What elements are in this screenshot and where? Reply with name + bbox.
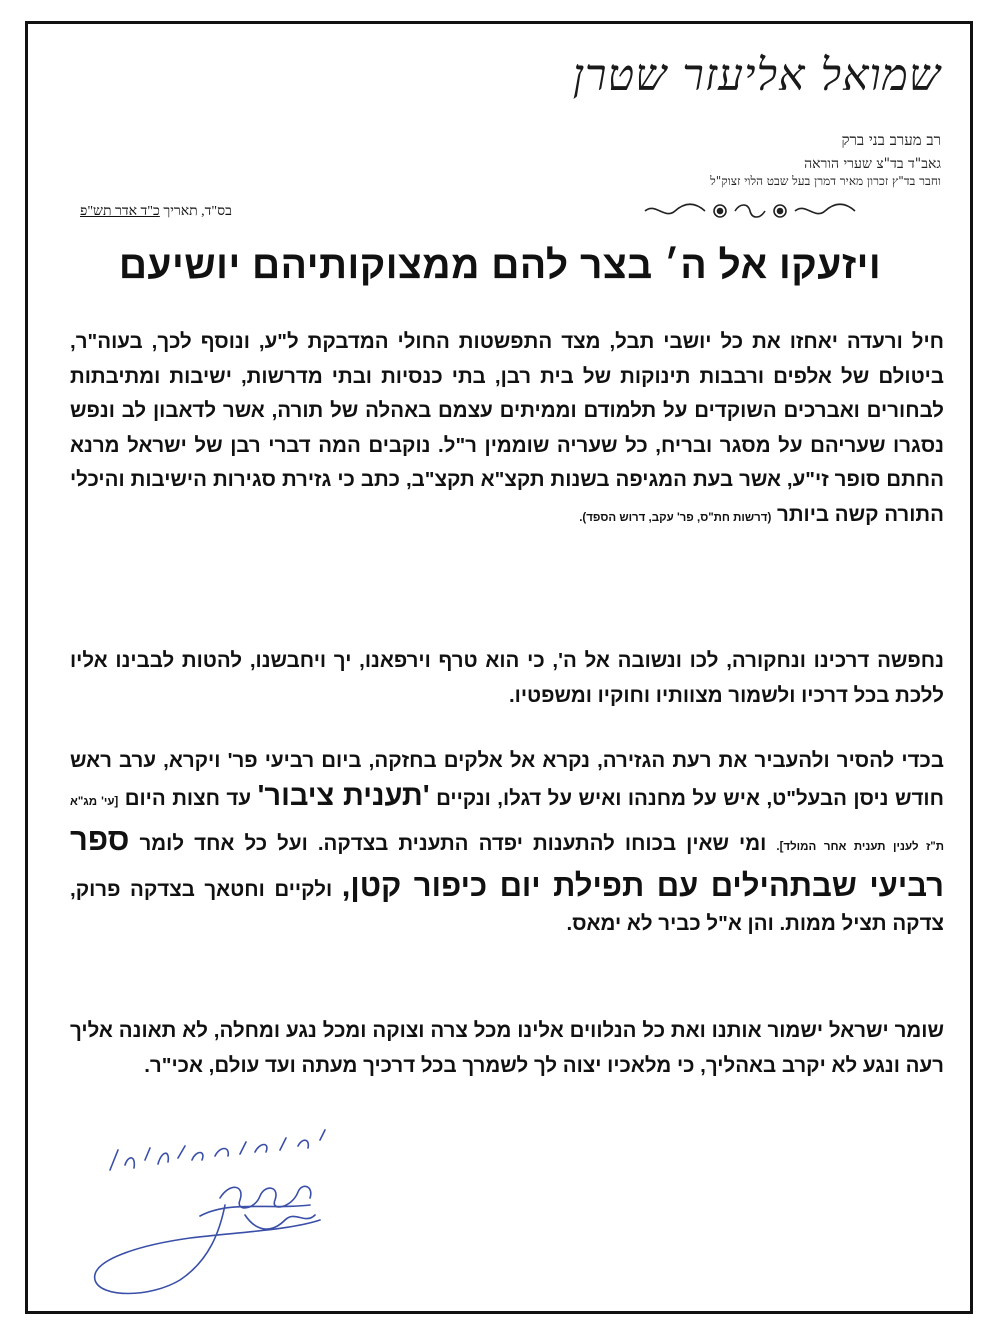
psalms-book-four-line: ספר רביעי שבתהילים עם תפילת יום כיפור קטן, xyxy=(70,822,944,903)
paragraph-1-text: חיל ורעדה יאחזו את כל יושבי תבל, מצד התפשטות החולי המדבקת ל"ע, ונוסף לכך, בעוה"ר, ביטולם של אלפים ורבבות תינוקות של בית רבן, בתי כנסיות ובתי מדרשות, ישיבות ומתיבתות לבחורים ואברכים השוקדים על תלמודם וממיתים עצמם באהלה של תורה, אשר לדאבון לב ונפש נסגרו שעריהם על מסגר ובריח, כל שעריה שוממין ר"ל. נוקבים המה דברי רבן של ישראל מרנא החתם סופר זי"ע, אשר בעת המגיפה בשנות תקצ"א תקצ"ב, כתב כי גזירת סגירות הישיבות והיכלי התורה קשה ביותר xyxy=(70,330,944,526)
letterhead-line-1: רב מערב בני ברק xyxy=(841,131,941,149)
headline: ויזעקו אל ה׳ בצר להם ממצוקותיהם יושיעם xyxy=(118,244,882,287)
dateline xyxy=(80,204,232,220)
paragraph-1 xyxy=(70,325,944,535)
paragraph-3 xyxy=(70,744,944,942)
paragraph-3-reference: [עי' מג"א ת"ז לענין תענית אחר המולד]. xyxy=(70,795,944,853)
paragraph-3-text-c: ומי שאין בכוחו להתענות יפדה התענית בצדקה. ועל כל אחד לומר xyxy=(139,832,767,855)
handwritten-signature xyxy=(70,1120,380,1300)
public-fast-label: 'תענית ציבור' xyxy=(257,779,430,812)
letterhead-line-3: וחבר בד"ץ זכרון מאיר דמרן בעל שבט הלוי זצוק"ל xyxy=(710,174,941,188)
ornament-divider xyxy=(640,200,860,222)
letterhead-name: שמואל אליעזר שטרן xyxy=(572,50,941,101)
paragraph-2: נחפשה דרכינו ונחקורה, לכו ונשובה אל ה', כי הוא טרף וירפאנו, יך ויחבשנו, להטות לבבינו אליו ללכת בכל דרכיו ולשמור מצוותיו וחוקיו ומשפטיו. xyxy=(70,649,944,707)
paragraph-3-text-d: ולקיים וחטאך בצדקה פרוק, צדקה תציל ממות. והן א"ל כביר לא ימאס. xyxy=(70,877,944,935)
dateline-prefix: בס"ד, תאריך xyxy=(163,204,232,219)
paragraph-3-text-b: עד חצות היום xyxy=(124,786,251,810)
paragraph-3-text-a: בכדי להסיר ולהעביר את רעת הגזירה, נקרא אל אלקים בחזקה, ביום רביעי פר' ויקרא, ערב ראש חודש ניסן הבעל"ט, איש על מחנהו ואיש על דגלו, ונקיים xyxy=(70,749,944,810)
dateline-date: כ"ד אדר תש"פ xyxy=(80,204,160,219)
letterhead-line-2: גאב"ד בד"צ שערי הוראה xyxy=(804,156,941,172)
paragraph-1-reference: (דרשות חת"ס, פר' עקב, דרוש הספד). xyxy=(579,511,772,524)
paragraph-4: שומר ישראל ישמור אותנו ואת כל הנלווים אלינו מכל צרה וצוקה ומכל נגע ומחלה, לא תאונה אליך רעה ונגע לא יקרב באהליך, כי מלאכיו יצוה לך לשמרך בכל דרכיך מעתה ועד עולם, אכי"ר. xyxy=(70,1019,944,1077)
